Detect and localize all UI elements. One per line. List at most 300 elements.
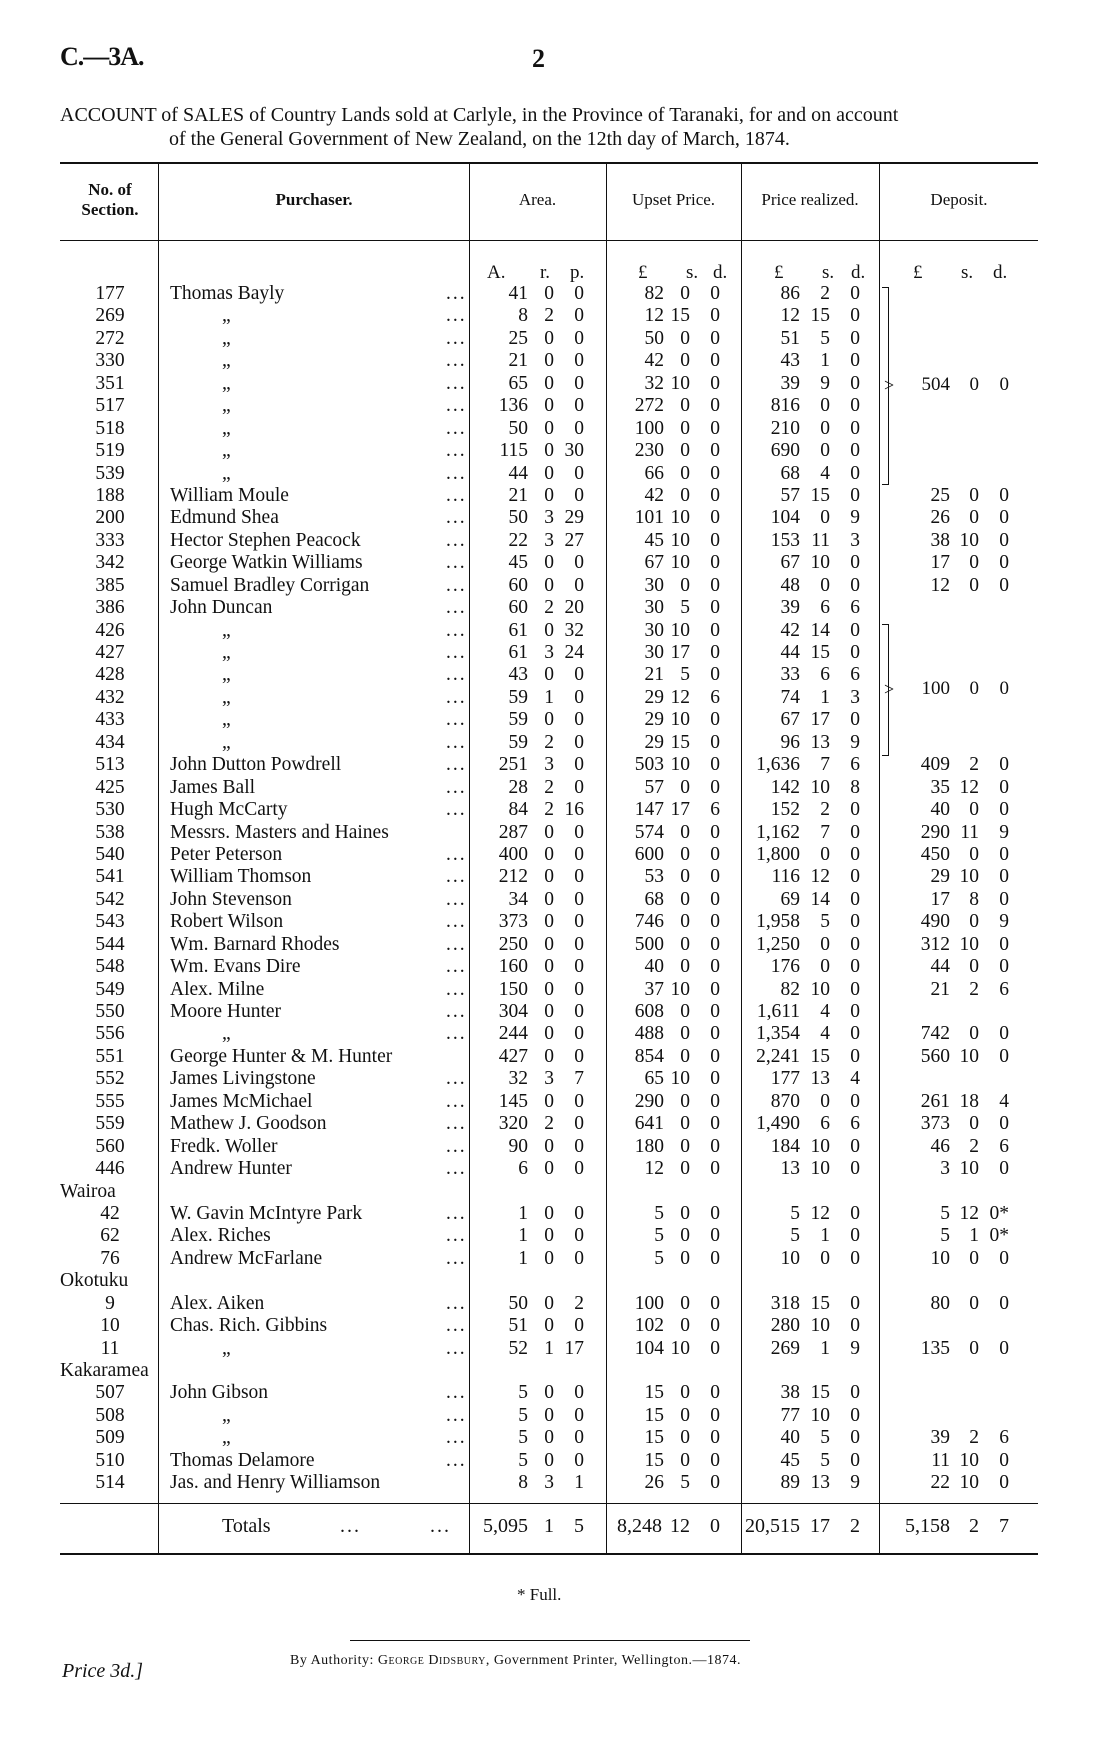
realized-minor-value: 0 — [850, 1225, 860, 1247]
price-note — [62, 1660, 143, 1683]
upset-mid-value: 0 — [680, 776, 690, 798]
area-mid-value: 2 — [544, 597, 554, 619]
upset-minor-value: 0 — [710, 1315, 720, 1337]
upset-mid-value: 0 — [680, 911, 690, 933]
table-row — [0, 1315, 1114, 1337]
purchaser-name: „ — [222, 1337, 231, 1359]
purchaser-name: Moore Hunter — [170, 1001, 282, 1022]
area-mid-value: 0 — [544, 440, 554, 462]
section-number: 551 — [95, 1045, 125, 1067]
area-minor-value: 0 — [574, 1449, 584, 1471]
deposit-mid-value: 0 — [969, 507, 979, 529]
upset-mid-value: 0 — [680, 484, 690, 506]
table-row — [0, 956, 1114, 978]
unit-pence: d. — [851, 262, 866, 283]
area-minor-value: 0 — [574, 1135, 584, 1157]
upset-main-value: 29 — [644, 686, 664, 708]
section-number: 556 — [95, 1023, 125, 1045]
sales-table-body — [0, 283, 1114, 1495]
column-header-deposit: Deposit. — [930, 190, 988, 209]
area-main-value: 115 — [499, 440, 528, 462]
area-main-value: 1 — [518, 1247, 528, 1269]
realized-minor-value: 0 — [850, 1427, 860, 1449]
upset-mid-value: 10 — [670, 507, 690, 529]
upset-mid-value: 12 — [670, 686, 690, 708]
leader-dots: ... — [446, 350, 467, 372]
area-minor-value: 16 — [564, 799, 584, 821]
area-minor-value: 0 — [574, 1404, 584, 1426]
area-main-value: 43 — [508, 664, 528, 686]
unit-perches: p. — [570, 262, 585, 283]
upset-minor-value: 0 — [710, 888, 720, 910]
realized-minor-value: 0 — [850, 305, 860, 327]
purchaser-name: Wm. Barnard Rhodes — [170, 933, 340, 955]
realized-main-value: 13 — [780, 1158, 800, 1180]
section-number: 200 — [95, 507, 125, 529]
deposit-main-value: 261 — [920, 1090, 950, 1112]
section-number: 446 — [95, 1158, 125, 1180]
area-minor-value: 0 — [574, 754, 584, 776]
area-mid-value: 3 — [544, 642, 554, 663]
area-minor-value: 0 — [574, 1315, 584, 1337]
upset-main-value: 26 — [644, 1472, 664, 1494]
deposit-mid-value: 0 — [969, 1292, 979, 1314]
area-mid-value: 0 — [544, 911, 554, 933]
leader-dots: ... — [446, 372, 467, 394]
upset-minor-value: 0 — [710, 978, 720, 1000]
realized-main-value: 51 — [780, 327, 800, 349]
realized-main-value: 86 — [780, 283, 800, 304]
deposit-mid-value: 0 — [969, 911, 979, 933]
totals-dots: ... — [430, 1515, 451, 1537]
upset-main-value: 608 — [634, 1001, 664, 1022]
purchaser-name: Thomas Delamore — [170, 1449, 315, 1471]
section-number: 548 — [95, 956, 125, 978]
deposit-minor-value: 0 — [999, 1449, 1009, 1471]
upset-minor-value: 6 — [710, 686, 720, 708]
realized-mid-value: 10 — [810, 1315, 830, 1337]
realized-main-value: 38 — [780, 1382, 800, 1404]
leader-dots: ... — [446, 754, 467, 776]
table-row — [0, 866, 1114, 888]
purchaser-name: Robert Wilson — [170, 911, 284, 933]
authority-line — [290, 1653, 741, 1669]
realized-minor-value: 9 — [850, 1472, 860, 1494]
footnote: * Full. — [517, 1585, 562, 1604]
upset-minor-value: 0 — [710, 1113, 720, 1135]
area-minor-value: 0 — [574, 776, 584, 798]
upset-main-value: 57 — [644, 776, 664, 798]
deposit-main-value: 44 — [930, 956, 950, 978]
deposit-main-value: 312 — [920, 933, 950, 955]
section-number: 62 — [100, 1225, 120, 1247]
upset-minor-value: 0 — [710, 372, 720, 394]
realized-mid-value: 10 — [810, 978, 830, 1000]
area-main-value: 41 — [508, 283, 528, 304]
deposit-mid-value: 0 — [969, 799, 979, 821]
upset-minor-value: 0 — [710, 821, 720, 843]
area-minor-value: 0 — [574, 1427, 584, 1449]
realized-mid-value: 14 — [810, 888, 830, 910]
deposit-main-value: 11 — [931, 1449, 950, 1471]
realized-main-value: 1,611 — [756, 1001, 800, 1022]
purchaser-name: „ — [222, 1404, 231, 1426]
area-mid-value: 0 — [544, 843, 554, 865]
area-main-value: 5 — [518, 1382, 528, 1404]
table-row — [0, 1472, 1114, 1494]
upset-main-value: 15 — [644, 1404, 664, 1426]
area-minor-value: 0 — [574, 1090, 584, 1112]
deposit-minor-value: 0* — [989, 1225, 1009, 1247]
totals-area-acres: 5,095 — [483, 1515, 528, 1537]
deposit-mid-value: 2 — [969, 1135, 979, 1157]
deposit-mid-value: 2 — [969, 978, 979, 1000]
upset-mid-value: 5 — [680, 597, 690, 619]
upset-main-value: 12 — [644, 305, 664, 327]
totals-area-roods: 1 — [544, 1515, 554, 1537]
deposit-main-value: 5 — [940, 1202, 950, 1224]
area-main-value: 65 — [508, 372, 528, 394]
upset-main-value: 104 — [634, 1337, 664, 1359]
section-number: 272 — [95, 327, 125, 349]
area-minor-value: 27 — [564, 529, 584, 551]
realized-mid-value: 1 — [820, 686, 830, 708]
upset-main-value: 100 — [634, 417, 664, 439]
leader-dots: ... — [446, 305, 467, 327]
totals-realized-pence: 2 — [850, 1515, 860, 1537]
realized-main-value: 1,490 — [756, 1113, 800, 1135]
upset-main-value: 5 — [654, 1247, 664, 1269]
upset-mid-value: 0 — [680, 1292, 690, 1314]
leader-dots: ... — [446, 888, 467, 910]
area-main-value: 287 — [498, 821, 528, 843]
deposit-minor-value: 9 — [999, 911, 1009, 933]
table-row — [0, 642, 1114, 664]
upset-main-value: 488 — [634, 1023, 664, 1045]
locality-name: Okotuku — [60, 1270, 129, 1292]
realized-mid-value: 14 — [810, 619, 830, 641]
realized-minor-value: 9 — [850, 507, 860, 529]
section-number: 544 — [95, 933, 125, 955]
realized-mid-value: 7 — [820, 821, 830, 843]
upset-mid-value: 15 — [670, 305, 690, 327]
upset-main-value: 102 — [634, 1315, 664, 1337]
upset-mid-value: 17 — [670, 642, 690, 663]
purchaser-name: Jas. and Henry Williamson — [170, 1472, 381, 1494]
purchaser-name: John Duncan — [170, 597, 273, 619]
purchaser-name: „ — [222, 731, 231, 753]
leader-dots: ... — [446, 1247, 467, 1269]
area-mid-value: 0 — [544, 1001, 554, 1022]
deposit-mid-value: 0 — [969, 1337, 979, 1359]
deposit-main-value: 490 — [920, 911, 950, 933]
table-row — [0, 1338, 1114, 1360]
section-number: 10 — [100, 1315, 120, 1337]
area-mid-value: 2 — [544, 776, 554, 798]
section-number: 530 — [95, 799, 125, 821]
realized-minor-value: 3 — [850, 529, 860, 551]
realized-main-value: 44 — [780, 642, 800, 663]
deposit-main-value: 3 — [940, 1158, 950, 1180]
section-number: 351 — [95, 372, 125, 394]
leader-dots: ... — [446, 866, 467, 888]
upset-mid-value: 0 — [680, 1090, 690, 1112]
totals-upset-pence: 0 — [710, 1515, 720, 1537]
upset-main-value: 15 — [644, 1382, 664, 1404]
deposit-minor-value: 6 — [999, 1427, 1009, 1449]
realized-minor-value: 6 — [850, 597, 860, 619]
area-main-value: 90 — [508, 1135, 528, 1157]
deposit-mid-value: 11 — [960, 821, 979, 843]
area-main-value: 5 — [518, 1449, 528, 1471]
document-title — [60, 103, 1050, 151]
realized-minor-value: 0 — [850, 1404, 860, 1426]
realized-minor-value: 0 — [850, 350, 860, 372]
section-number: 540 — [95, 843, 125, 865]
section-number: 434 — [95, 731, 125, 753]
realized-main-value: 318 — [770, 1292, 800, 1314]
purchaser-name: W. Gavin McIntyre Park — [170, 1202, 363, 1224]
table-row — [0, 732, 1114, 754]
area-mid-value: 0 — [544, 395, 554, 417]
realized-main-value: 12 — [780, 305, 800, 327]
deposit-mid-value: 10 — [959, 1045, 979, 1067]
deposit-mid-value: 12 — [959, 1202, 979, 1224]
area-main-value: 50 — [508, 1292, 528, 1314]
realized-main-value: 57 — [780, 484, 800, 506]
deposit-main-value: 5 — [940, 1225, 950, 1247]
unit-pence: d. — [713, 262, 728, 283]
section-number: 559 — [95, 1113, 125, 1135]
purchaser-name: William Thomson — [170, 866, 312, 888]
table-row — [0, 418, 1114, 440]
upset-main-value: 854 — [634, 1045, 664, 1067]
realized-minor-value: 0 — [850, 574, 860, 596]
realized-main-value: 48 — [780, 574, 800, 596]
leader-dots: ... — [446, 484, 467, 506]
deposit-minor-value: 0 — [999, 1158, 1009, 1180]
leader-dots: ... — [446, 1023, 467, 1045]
deposit-main-value: 46 — [930, 1135, 950, 1157]
brace-deposit-pounds: 100 — [921, 678, 950, 699]
purchaser-name: „ — [222, 642, 231, 663]
realized-mid-value: 2 — [820, 283, 830, 304]
upset-main-value: 600 — [634, 843, 664, 865]
area-main-value: 212 — [498, 866, 528, 888]
deposit-minor-value: 0 — [999, 507, 1009, 529]
area-main-value: 51 — [508, 1315, 528, 1337]
upset-minor-value: 0 — [710, 1001, 720, 1022]
authority-printer: George Didsbury — [377, 1653, 486, 1668]
column-header-purchaser: Purchaser. — [275, 190, 353, 209]
area-mid-value: 0 — [544, 1090, 554, 1112]
upset-main-value: 68 — [644, 888, 664, 910]
area-main-value: 251 — [498, 754, 528, 776]
deposit-mid-value: 10 — [959, 529, 979, 551]
realized-minor-value: 0 — [850, 642, 860, 663]
leader-dots: ... — [446, 597, 467, 619]
area-main-value: 28 — [508, 776, 528, 798]
area-main-value: 5 — [518, 1404, 528, 1426]
realized-mid-value: 15 — [810, 484, 830, 506]
leader-dots: ... — [446, 978, 467, 1000]
realized-main-value: 42 — [780, 619, 800, 641]
area-mid-value: 3 — [544, 507, 554, 529]
realized-minor-value: 0 — [850, 843, 860, 865]
section-number: 555 — [95, 1090, 125, 1112]
upset-main-value: 30 — [644, 574, 664, 596]
upset-main-value: 21 — [644, 664, 664, 686]
upset-minor-value: 0 — [710, 843, 720, 865]
upset-minor-value: 0 — [710, 1135, 720, 1157]
purchaser-name: „ — [222, 327, 231, 349]
upset-minor-value: 0 — [710, 462, 720, 484]
unit-acres: A. — [487, 262, 506, 283]
area-mid-value: 0 — [544, 1247, 554, 1269]
area-minor-value: 0 — [574, 1045, 584, 1067]
table-bottom-rule — [60, 1553, 1038, 1555]
realized-mid-value: 12 — [810, 1202, 830, 1224]
realized-main-value: 68 — [780, 462, 800, 484]
upset-minor-value: 0 — [710, 911, 720, 933]
area-minor-value: 0 — [574, 866, 584, 888]
area-main-value: 8 — [518, 305, 528, 327]
section-number: 510 — [95, 1449, 125, 1471]
realized-mid-value: 0 — [820, 1090, 830, 1112]
area-minor-value: 2 — [574, 1292, 584, 1314]
realized-mid-value: 0 — [820, 417, 830, 439]
deposit-main-value: 135 — [920, 1337, 950, 1359]
realized-main-value: 184 — [770, 1135, 800, 1157]
purchaser-name: „ — [222, 395, 231, 417]
upset-minor-value: 0 — [710, 1158, 720, 1180]
realized-mid-value: 10 — [810, 1404, 830, 1426]
upset-minor-value: 0 — [710, 664, 720, 686]
deposit-minor-value: 0 — [999, 799, 1009, 821]
upset-mid-value: 10 — [670, 754, 690, 776]
upset-minor-value: 0 — [710, 1225, 720, 1247]
realized-minor-value: 0 — [850, 821, 860, 843]
section-number: 542 — [95, 888, 125, 910]
section-number: 42 — [100, 1202, 120, 1224]
area-mid-value: 0 — [544, 484, 554, 506]
area-minor-value: 17 — [564, 1337, 584, 1359]
realized-mid-value: 10 — [810, 1158, 830, 1180]
deposit-mid-value: 10 — [959, 1449, 979, 1471]
area-minor-value: 0 — [574, 1158, 584, 1180]
locality-heading — [0, 1270, 1114, 1292]
upset-mid-value: 10 — [670, 529, 690, 551]
area-mid-value: 0 — [544, 866, 554, 888]
totals-realized-shillings: 17 — [810, 1515, 830, 1537]
table-row — [0, 597, 1114, 619]
upset-mid-value: 0 — [680, 417, 690, 439]
totals-top-rule — [60, 1503, 1038, 1504]
realized-main-value: 1,958 — [756, 911, 800, 933]
leader-dots: ... — [446, 1090, 467, 1112]
upset-minor-value: 0 — [710, 776, 720, 798]
price-text: Price 3d.] — [62, 1660, 144, 1682]
table-row — [0, 1203, 1114, 1225]
purchaser-name: George Watkin Williams — [170, 552, 363, 574]
table-row — [0, 463, 1114, 485]
upset-minor-value: 0 — [710, 1068, 720, 1090]
leader-dots: ... — [446, 956, 467, 978]
leader-dots: ... — [446, 686, 467, 708]
locality-name: Wairoa — [60, 1180, 116, 1202]
area-minor-value: 20 — [564, 597, 584, 619]
column-header-area: Area. — [518, 190, 557, 209]
deposit-minor-value: 0 — [999, 843, 1009, 865]
realized-mid-value: 11 — [811, 529, 830, 551]
realized-minor-value: 0 — [850, 799, 860, 821]
area-mid-value: 0 — [544, 933, 554, 955]
realized-mid-value: 9 — [820, 372, 830, 394]
area-minor-value: 0 — [574, 484, 584, 506]
realized-main-value: 74 — [780, 686, 800, 708]
leader-dots: ... — [446, 843, 467, 865]
realized-mid-value: 15 — [810, 1045, 830, 1067]
upset-main-value: 230 — [634, 440, 664, 462]
upset-minor-value: 0 — [710, 1045, 720, 1067]
upset-mid-value: 0 — [680, 462, 690, 484]
area-mid-value: 0 — [544, 821, 554, 843]
realized-main-value: 89 — [780, 1472, 800, 1494]
upset-minor-value: 0 — [710, 507, 720, 529]
realized-minor-value: 9 — [850, 1337, 860, 1359]
upset-mid-value: 0 — [680, 1001, 690, 1022]
purchaser-name: Samuel Bradley Corrigan — [170, 574, 370, 596]
realized-minor-value: 0 — [850, 462, 860, 484]
purchaser-name: „ — [222, 664, 231, 686]
upset-mid-value: 0 — [680, 1158, 690, 1180]
upset-minor-value: 0 — [710, 529, 720, 551]
area-minor-value: 0 — [574, 1225, 584, 1247]
section-number: 385 — [95, 574, 125, 596]
table-row — [0, 395, 1114, 417]
area-minor-value: 0 — [574, 552, 584, 574]
area-main-value: 60 — [508, 597, 528, 619]
realized-mid-value: 5 — [820, 1427, 830, 1449]
table-row — [0, 1158, 1114, 1180]
realized-minor-value: 0 — [850, 1090, 860, 1112]
upset-mid-value: 0 — [680, 1225, 690, 1247]
unit-roods: r. — [540, 262, 551, 283]
realized-main-value: 690 — [770, 440, 800, 462]
realized-main-value: 33 — [780, 664, 800, 686]
upset-minor-value: 0 — [710, 597, 720, 619]
area-minor-value: 0 — [574, 843, 584, 865]
table-row — [0, 350, 1114, 372]
realized-mid-value: 6 — [820, 1113, 830, 1135]
upset-main-value: 12 — [644, 1158, 664, 1180]
section-number: 333 — [95, 529, 125, 551]
deposit-main-value: 26 — [930, 507, 950, 529]
realized-main-value: 177 — [770, 1068, 800, 1090]
leader-dots: ... — [446, 1292, 467, 1314]
title-line-1: ACCOUNT of SALES of Country Lands sold at Carlyle, in the Province of Taranaki, for and on account — [60, 104, 899, 126]
area-mid-value: 0 — [544, 1202, 554, 1224]
deposit-minor-value: 4 — [999, 1090, 1009, 1112]
area-mid-value: 0 — [544, 574, 554, 596]
upset-mid-value: 0 — [680, 821, 690, 843]
authority-suffix: , Government Printer, Wellington.—1874. — [485, 1653, 741, 1668]
upset-main-value: 67 — [644, 552, 664, 574]
area-minor-value: 29 — [564, 507, 584, 529]
realized-mid-value: 4 — [820, 1023, 830, 1045]
area-minor-value: 0 — [574, 686, 584, 708]
section-number: 519 — [95, 440, 125, 462]
